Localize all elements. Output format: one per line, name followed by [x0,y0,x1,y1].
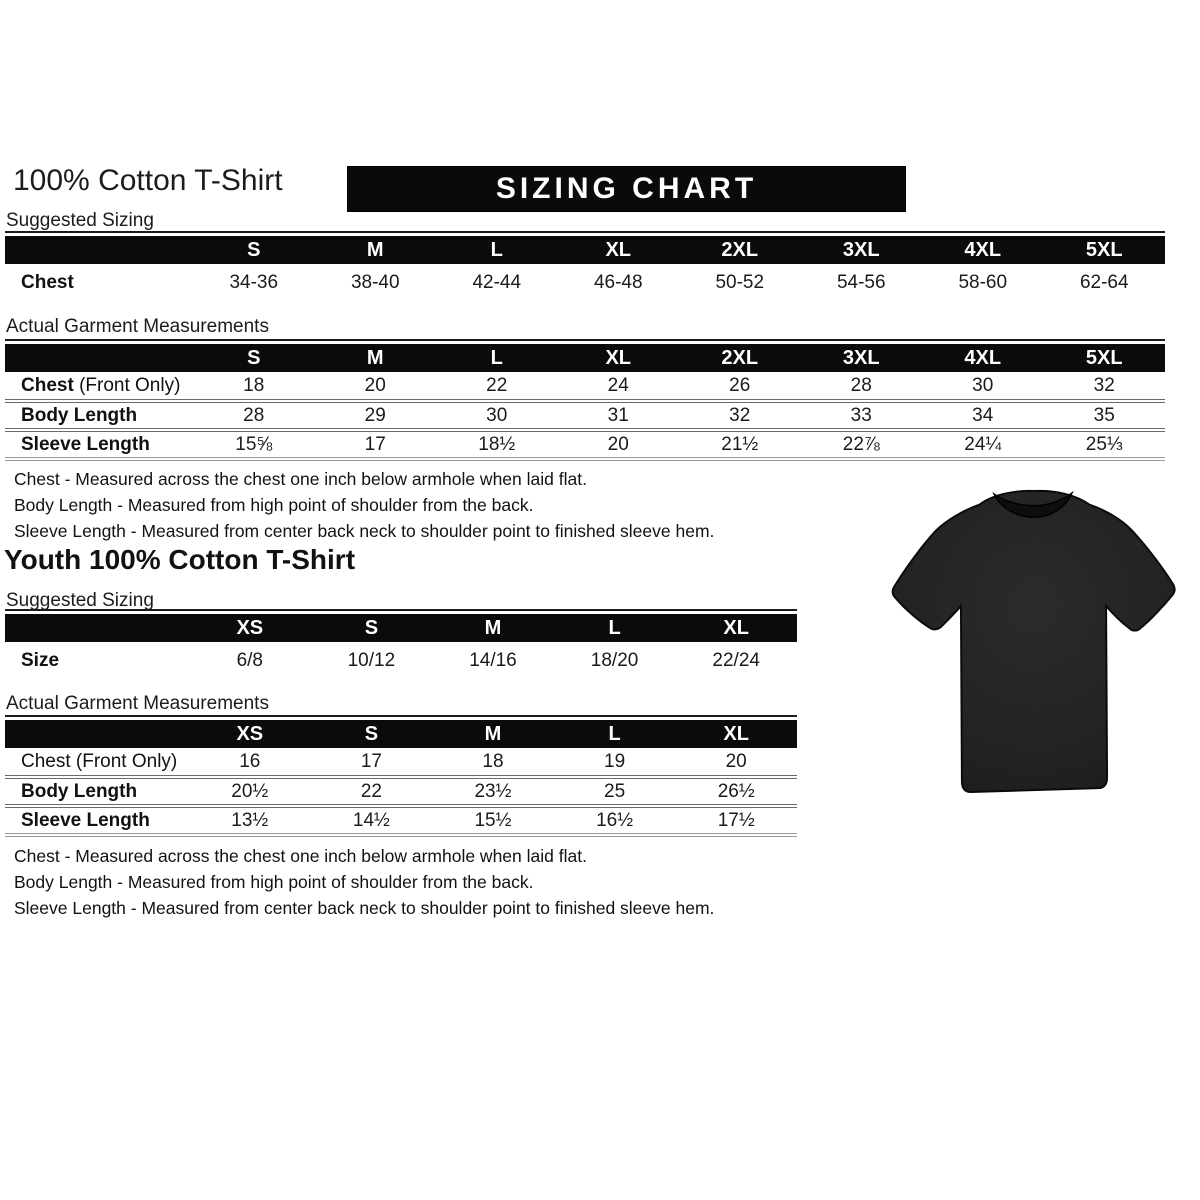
measurement-cell: 32 [679,401,801,430]
measurement-cell: 34 [922,401,1044,430]
youth-actual-measurements-label: Actual Garment Measurements [6,693,269,714]
corner-cell [5,614,189,642]
size-column-header: 3XL [801,344,923,372]
note-sleeve-length: Sleeve Length - Measured from center back neck to shoulder point to finished sleeve hem. [14,898,715,918]
measurement-cell: 20 [725,750,747,772]
size-column-header: 5XL [1044,344,1166,372]
size-column-header: L [436,344,558,372]
table-row [5,642,797,679]
measurement-cell: 25⅓ [1044,430,1166,459]
measurement-cell: 14½ [311,806,433,835]
measurement-cell: 24¼ [922,430,1044,459]
size-column-header: L [554,720,676,748]
sizing-table [5,720,797,837]
measurement-cell: 34-36 [229,271,279,293]
row-label: Sleeve Length [5,806,189,835]
measurement-cell: 23½ [432,777,554,806]
measurement-cell: 15½ [432,806,554,835]
sizing-table [5,236,1165,301]
row-label: Chest [21,271,74,293]
row-label: Sleeve Length [5,430,193,459]
size-column-header: M [432,720,554,748]
measurement-cell: 26 [729,374,751,396]
table-row [5,401,1165,430]
table-row [5,777,797,806]
size-column-header: XL [558,344,680,372]
measurement-cell: 20½ [189,777,311,806]
youth-actual-measurements-table [5,715,797,837]
page-title: 100% Cotton T-Shirt [13,164,283,197]
size-column-header: XS [189,614,311,642]
measurement-cell: 35 [1044,401,1166,430]
measurement-cell: 16½ [554,806,676,835]
size-column-header: L [436,236,558,264]
corner-cell [5,236,193,264]
note-sleeve-length: Sleeve Length - Measured from center back neck to shoulder point to finished sleeve hem. [14,521,715,541]
measurement-cell: 46-48 [593,271,643,293]
row-label: Body Length [5,777,189,806]
corner-cell [5,344,193,372]
measurement-cell: 42-44 [472,271,522,293]
measurement-cell: 28 [850,374,872,396]
size-column-header: S [193,236,315,264]
measurement-cell: 17 [315,430,437,459]
measurement-cell: 14/16 [469,649,517,671]
measurement-cell: 15⅝ [193,430,315,459]
measurement-cell: 10/12 [347,649,396,671]
measurement-cell: 16 [239,750,261,772]
adult-suggested-sizing-table [5,231,1165,301]
corner-cell [5,720,189,748]
measurement-cell: 58-60 [958,271,1008,293]
size-column-header: XL [675,720,797,748]
measurement-cell: 18½ [436,430,558,459]
sizing-chart-banner-text: SIZING CHART [495,172,758,205]
size-column-header: 4XL [922,236,1044,264]
measurement-cell: 54-56 [836,271,886,293]
measurement-cell: 32 [1093,374,1115,396]
measurement-cell: 17½ [675,806,797,835]
adult-actual-measurements-label: Actual Garment Measurements [6,316,269,337]
measurement-cell: 33 [801,401,923,430]
sizing-table [5,344,1165,461]
measurement-cell: 22⅞ [801,430,923,459]
youth-section-title: Youth 100% Cotton T-Shirt [4,544,356,575]
measurement-cell: 6/8 [236,649,263,671]
size-column-header: M [315,344,437,372]
youth-suggested-sizing-label: Suggested Sizing [6,590,154,611]
size-column-header: 3XL [801,236,923,264]
measurement-cell: 18 [243,374,265,396]
table-row [5,748,797,777]
table-row [5,430,1165,459]
table-row [5,806,797,835]
measurement-cell: 24 [607,374,629,396]
adult-actual-measurements-table [5,339,1165,461]
measurement-cell: 22 [486,374,508,396]
measurement-cell: 13½ [189,806,311,835]
measurement-cell: 20 [364,374,386,396]
measurement-cell: 30 [436,401,558,430]
youth-suggested-sizing-table [5,609,797,679]
measurement-cell: 18 [482,750,504,772]
sizing-chart-banner [347,166,906,212]
table-row [5,264,1165,301]
row-label: Chest (Front Only) [21,374,181,396]
measurement-cell: 30 [972,374,994,396]
size-column-header: XL [558,236,680,264]
measurement-cell: 31 [558,401,680,430]
measurement-cell: 25 [554,777,676,806]
adult-measurement-notes [14,466,714,544]
size-column-header: S [311,720,433,748]
size-column-header: 5XL [1044,236,1166,264]
size-column-header: XS [189,720,311,748]
adult-suggested-sizing-label: Suggested Sizing [6,210,154,231]
sizing-table [5,614,797,679]
youth-measurement-notes [14,843,714,921]
note-body-length: Body Length - Measured from high point of shoulder from the back. [14,495,534,515]
row-label: Body Length [5,401,193,430]
measurement-cell: 18/20 [590,649,639,671]
black-tshirt-image [883,477,1185,809]
tshirt-body-shape [893,491,1175,792]
measurement-cell: 19 [604,750,626,772]
size-column-header: S [193,344,315,372]
size-column-header: 2XL [679,344,801,372]
size-column-header: M [315,236,437,264]
row-label: Chest (Front Only) [21,750,178,772]
size-column-header: 4XL [922,344,1044,372]
note-chest: Chest - Measured across the chest one inch below armhole when laid flat. [14,846,587,866]
size-column-header: M [432,614,554,642]
measurement-cell: 28 [193,401,315,430]
measurement-cell: 20 [558,430,680,459]
measurement-cell: 22/24 [712,649,760,671]
measurement-cell: 62-64 [1079,271,1129,293]
size-column-header: XL [675,614,797,642]
size-column-header: L [554,614,676,642]
row-label: Size [21,649,60,671]
table-row [5,372,1165,401]
measurement-cell: 38-40 [350,271,400,293]
measurement-cell: 26½ [675,777,797,806]
size-column-header: 2XL [679,236,801,264]
measurement-cell: 29 [315,401,437,430]
measurement-cell: 17 [360,750,382,772]
measurement-cell: 21½ [679,430,801,459]
measurement-cell: 22 [311,777,433,806]
note-chest: Chest - Measured across the chest one inch below armhole when laid flat. [14,469,587,489]
size-column-header: S [311,614,433,642]
measurement-cell: 50-52 [715,271,765,293]
note-body-length: Body Length - Measured from high point of shoulder from the back. [14,872,534,892]
